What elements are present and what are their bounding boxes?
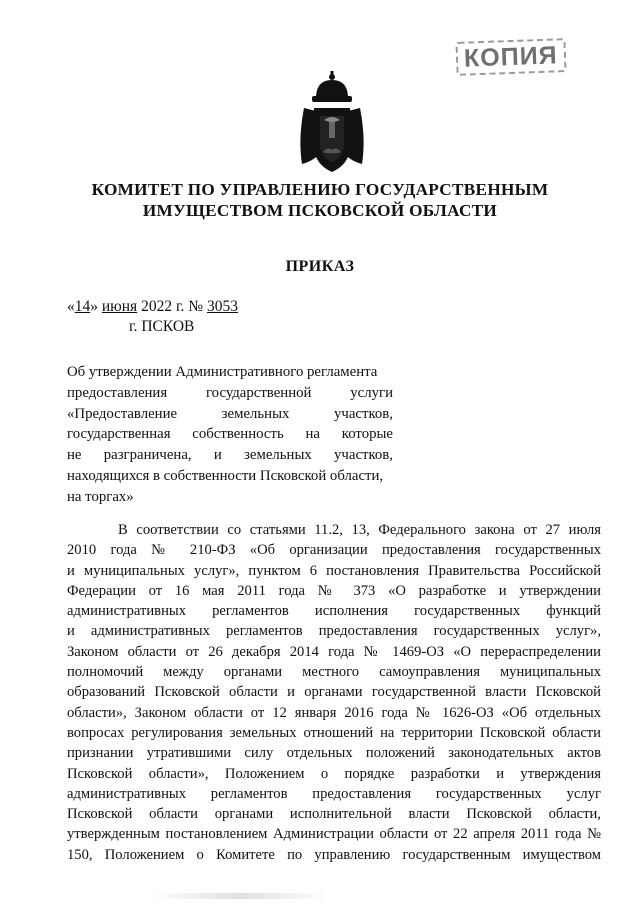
scan-artifact — [150, 893, 330, 899]
order-subject — [67, 362, 393, 508]
order-body — [67, 520, 601, 865]
coat-of-arms-emblem — [296, 68, 368, 176]
body-line: 2010 года № 210-ФЗ «Об организации предоставления государственных — [67, 542, 601, 559]
body-line: и муниципальных услуг», пунктом 6 постановления Правительства Российской — [67, 562, 601, 579]
subject-line: государственная собственность на которые — [67, 426, 393, 443]
order-date-number — [67, 298, 238, 316]
body-line: полномочий между органами местного самоуправления муниципальных — [67, 664, 601, 681]
order-month: июня — [101, 298, 138, 315]
copy-stamp: КОПИЯ — [455, 38, 566, 76]
subject-line: не разграничена, и земельных участков, — [67, 447, 393, 464]
body-line: и административных регламентов предоставления государственных услуг», — [67, 623, 601, 640]
date-close-quote: » — [90, 298, 102, 315]
order-city: г. ПСКОВ — [129, 318, 195, 335]
order-number: 3053 — [206, 298, 238, 315]
body-line: вопросах регулирования земельных отношений на территории Псковской области — [67, 724, 601, 741]
body-line: 150, Положением о Комитете по управлению государственным имуществом — [67, 846, 601, 863]
body-line: В соответствии со статьями 11.2, 13, Федерального закона от 27 июля — [118, 522, 601, 538]
order-day: 14 — [74, 298, 91, 315]
body-line: административных регламентов предоставления государственных услуг — [67, 785, 601, 802]
subject-line: предоставления государственной услуги — [67, 384, 393, 401]
body-line: Федерации от 16 мая 2011 года № 373 «О разработке и утверждении — [67, 582, 601, 599]
body-line: признании утратившими силу отдельных положений законодательных актов — [67, 745, 601, 762]
subject-line: Об утверждении Административного регламента — [67, 364, 378, 380]
body-line: Законом области от 26 декабря 2014 года № 1469-ОЗ «О перераспределении — [67, 643, 601, 660]
body-line: Псковской области органами исполнительной власти Псковской области, — [67, 806, 601, 823]
order-year: 2022 г. № — [137, 298, 207, 315]
document-type-title: ПРИКАЗ — [285, 258, 355, 275]
subject-line: на торгах» — [67, 488, 134, 505]
organization-name — [0, 179, 640, 221]
date-open-quote: « — [67, 298, 75, 315]
body-line: образований Псковской области и органами государственной власти Псковской — [67, 684, 601, 701]
body-line: утвержденным постановлением Администрации области от 22 апреля 2011 года № — [67, 826, 601, 843]
org-line-2: ИМУЩЕСТВОМ ПСКОВСКОЙ ОБЛАСТИ — [142, 201, 498, 220]
body-line: административных регламентов исполнения государственных функций — [67, 603, 601, 620]
org-line-1: КОМИТЕТ ПО УПРАВЛЕНИЮ ГОСУДАРСТВЕННЫМ — [91, 180, 549, 199]
body-line: области», Законом области от 12 января 2016 года № 1626-ОЗ «Об отдельных — [67, 704, 601, 721]
subject-line: находящихся в собственности Псковской области, — [67, 467, 384, 484]
body-line: Псковской области», Положением о порядке разработки и утверждения — [67, 765, 601, 782]
subject-line: «Предоставление земельных участков, — [67, 405, 393, 422]
